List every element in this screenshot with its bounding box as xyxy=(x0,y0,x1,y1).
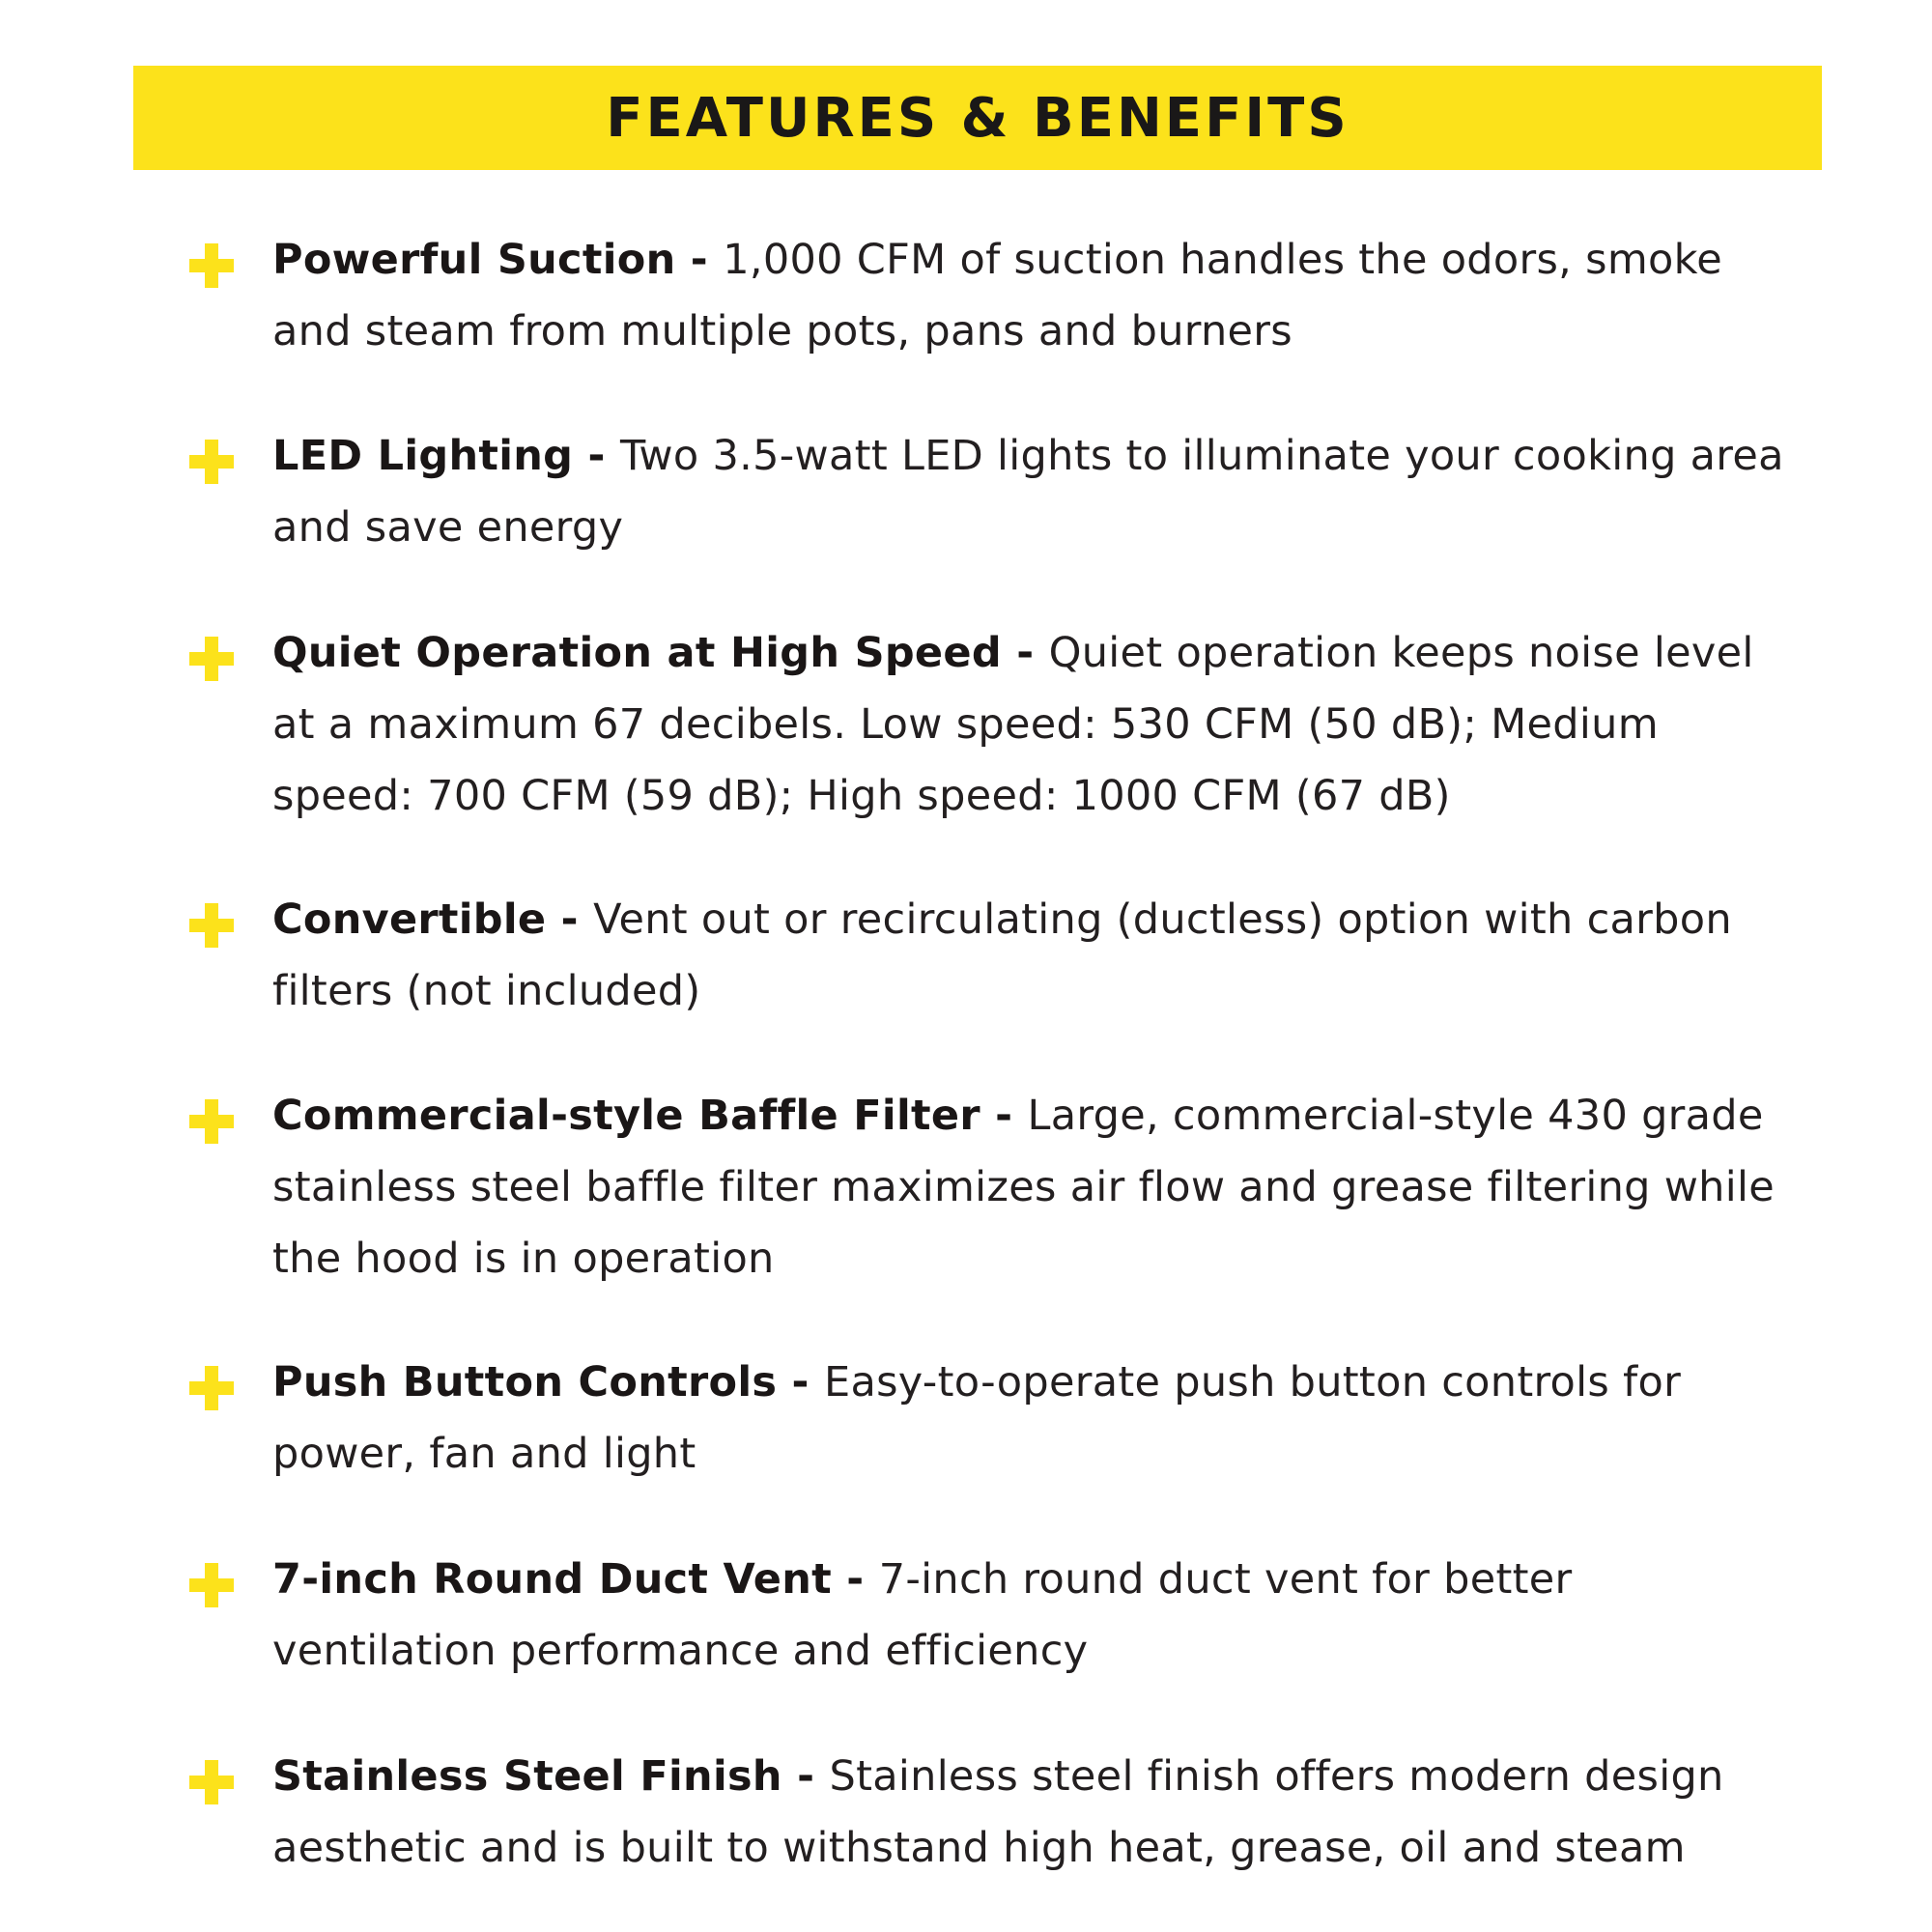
feature-text xyxy=(272,1347,1799,1490)
feature-description: Vent out or recirculating (ductless) option with carbon filters (not included) xyxy=(272,895,1732,1015)
feature-separator: - xyxy=(777,1358,824,1406)
plus-icon xyxy=(189,243,234,288)
feature-separator: - xyxy=(781,1752,830,1801)
plus-icon xyxy=(189,637,234,681)
plus-icon xyxy=(189,440,234,484)
plus-icon xyxy=(189,1563,234,1607)
plus-icon xyxy=(189,903,234,948)
feature-text xyxy=(272,1741,1799,1884)
feature-separator: - xyxy=(546,895,594,944)
feature-title: Push Button Controls xyxy=(272,1358,778,1406)
feature-text xyxy=(272,420,1799,563)
feature-description: 1,000 CFM of suction handles the odors, smoke and steam from multiple pots, pans and burners xyxy=(272,236,1723,355)
plus-icon xyxy=(189,1366,234,1410)
feature-description: Two 3.5-watt LED lights to illuminate your cooking area and save energy xyxy=(272,432,1784,552)
feature-separator: - xyxy=(573,432,620,480)
feature-separator: - xyxy=(675,236,724,284)
feature-separator: - xyxy=(1001,629,1049,677)
feature-text xyxy=(272,1544,1799,1687)
feature-text xyxy=(272,1080,1799,1294)
feature-title: Quiet Operation at High Speed xyxy=(272,629,1002,677)
feature-title: LED Lighting xyxy=(272,432,574,480)
feature-text xyxy=(272,224,1799,367)
feature-title: Commercial-style Baffle Filter xyxy=(272,1092,980,1140)
plus-icon xyxy=(189,1099,234,1144)
feature-title: Stainless Steel Finish xyxy=(272,1752,782,1801)
plus-icon xyxy=(189,1760,234,1804)
feature-separator: - xyxy=(980,1092,1028,1140)
feature-text xyxy=(272,884,1799,1027)
feature-description: 7-inch round duct vent for better ventilation performance and efficiency xyxy=(272,1555,1573,1675)
feature-description: Quiet operation keeps noise level at a maximum 67 decibels. Low speed: 530 CFM (50 dB); Medium speed: 700 CFM (59 dB); High speed: 1000 CFM (67 dB) xyxy=(272,629,1754,820)
feature-title: Convertible xyxy=(272,895,547,944)
feature-title: 7-inch Round Duct Vent xyxy=(272,1555,832,1604)
feature-description: Large, commercial-style 430 grade stainless steel baffle filter maximizes air flow and grease filtering while the hood is in operation xyxy=(272,1092,1775,1283)
feature-separator: - xyxy=(832,1555,879,1604)
feature-title: Powerful Suction xyxy=(272,236,676,284)
feature-description: Easy-to-operate push button controls for power, fan and light xyxy=(272,1358,1682,1478)
feature-text xyxy=(272,617,1799,832)
page-title: FEATURES & BENEFITS xyxy=(606,86,1350,150)
feature-description: Stainless steel finish offers modern design aesthetic and is built to withstand high heat, grease, oil and steam xyxy=(272,1752,1724,1872)
